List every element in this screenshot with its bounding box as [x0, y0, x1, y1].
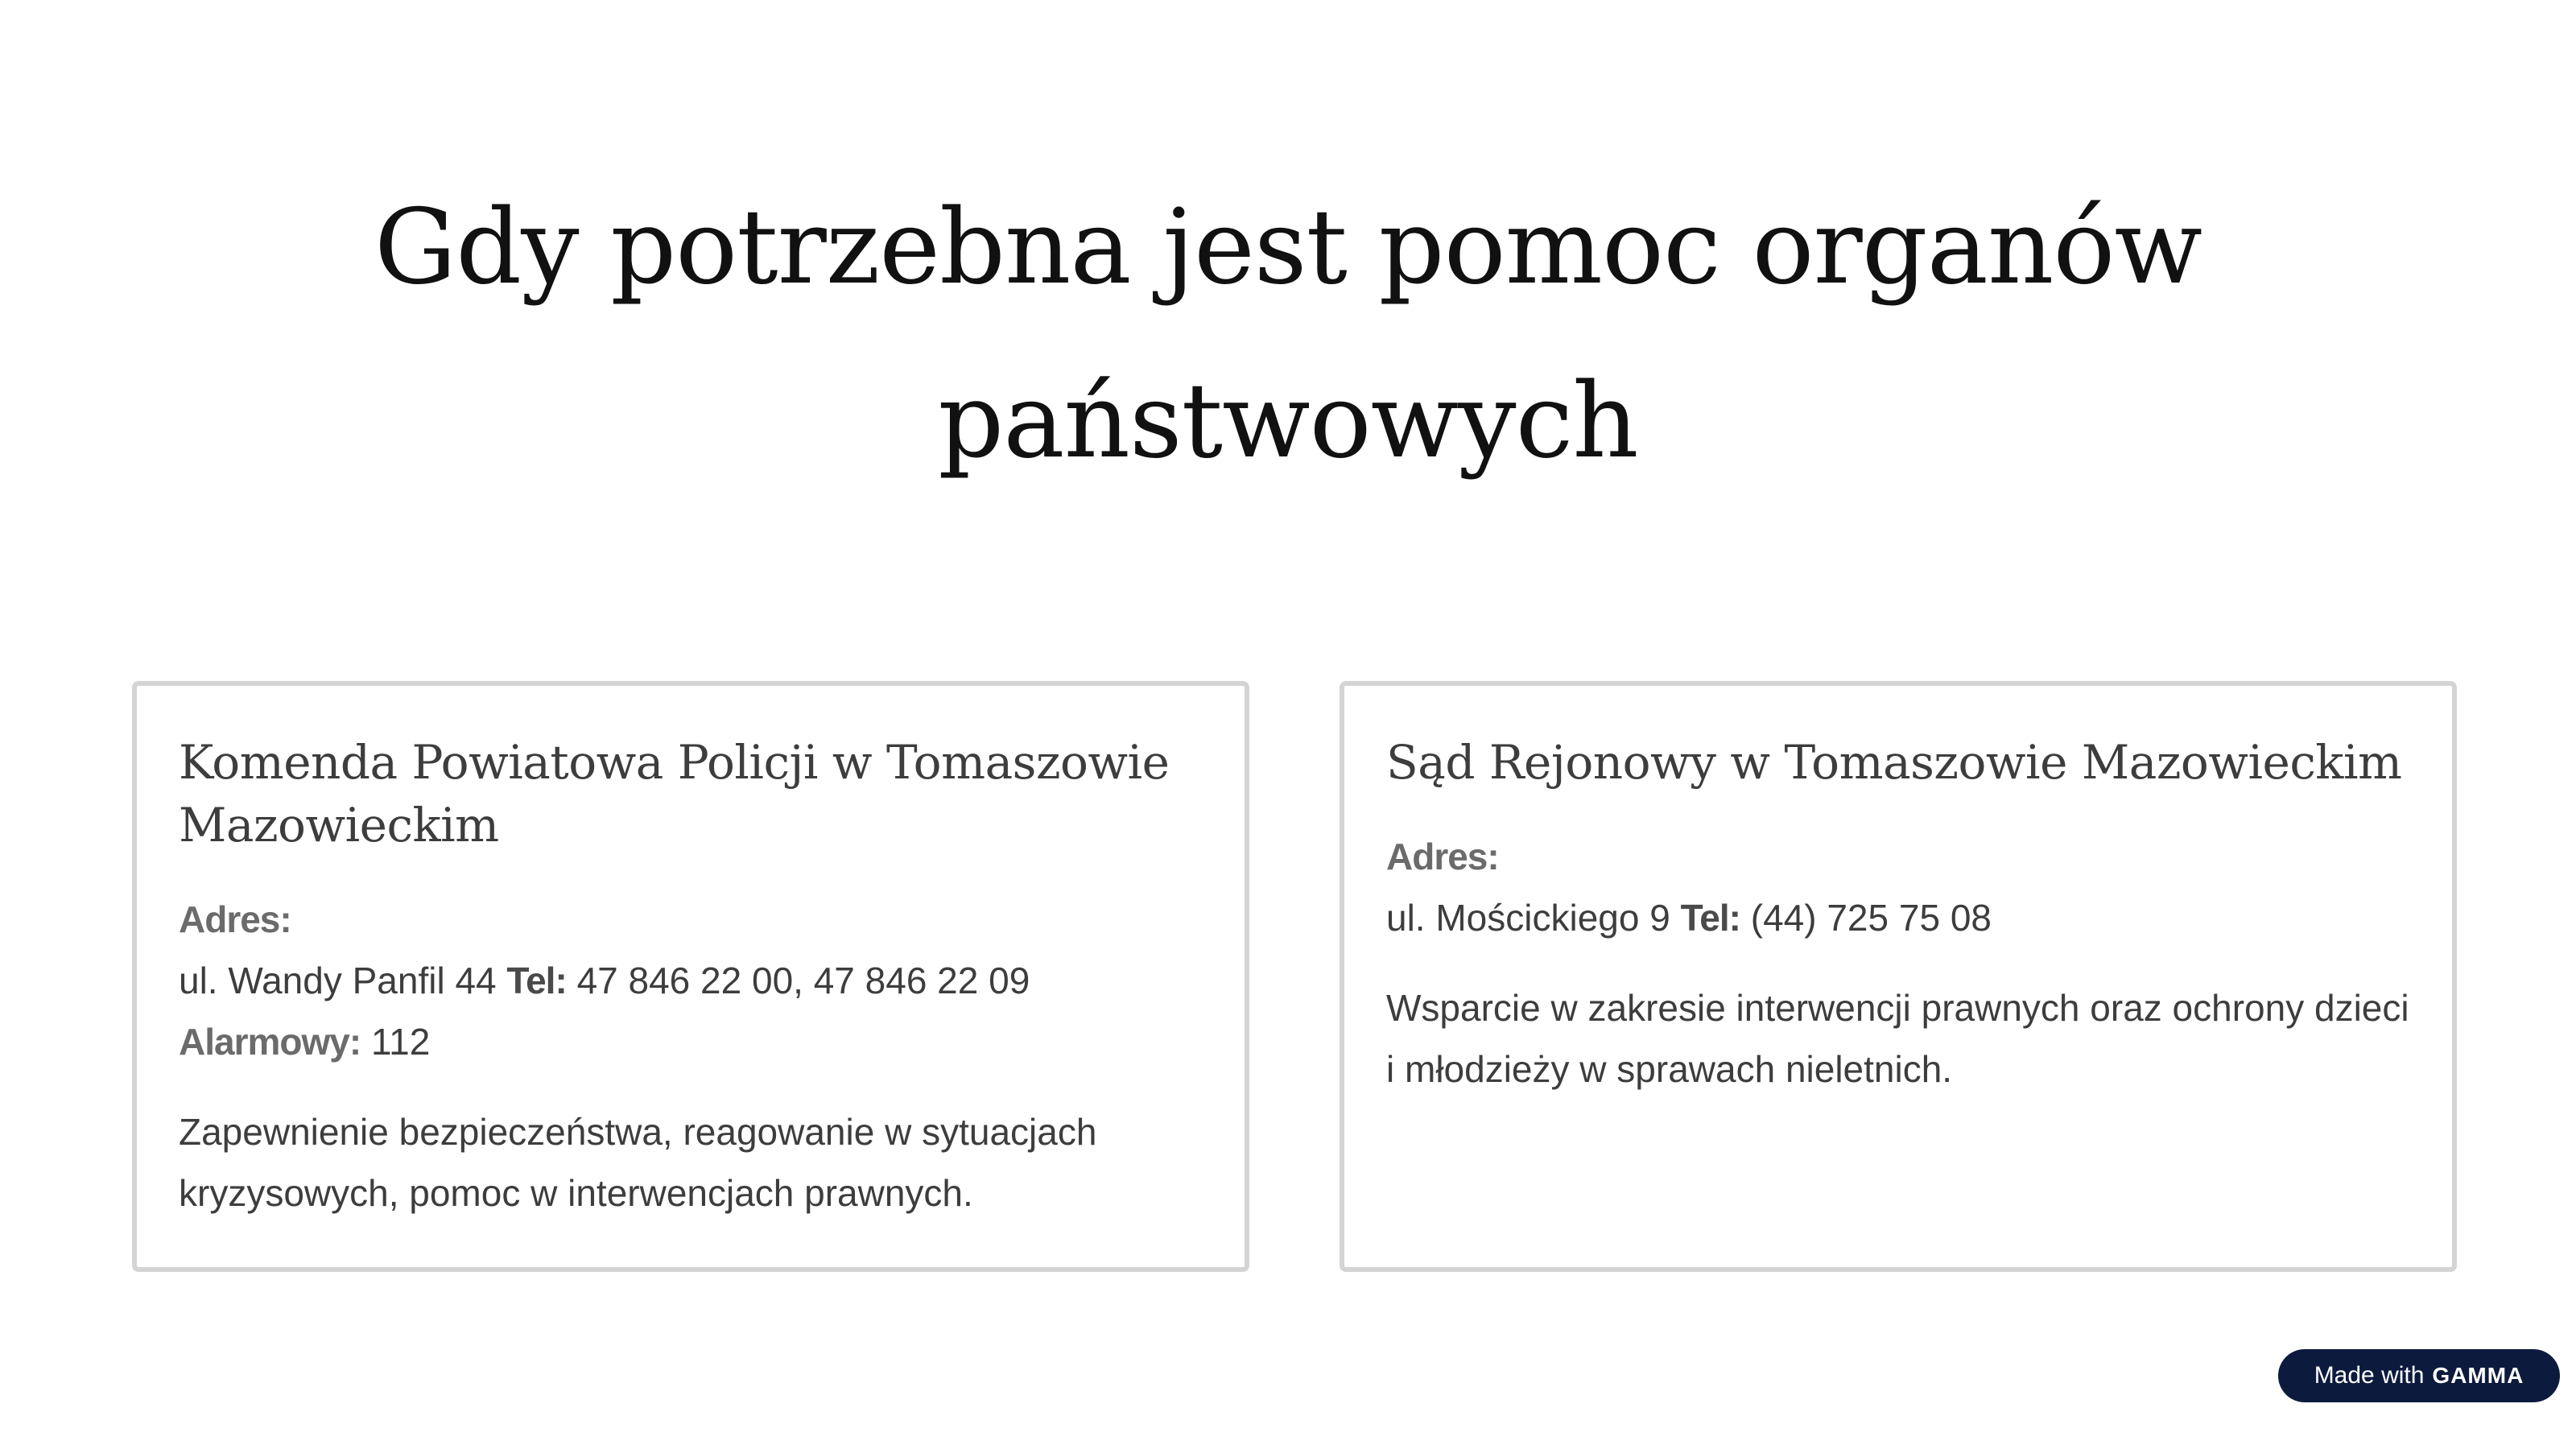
court-card — [1340, 681, 2457, 1272]
card-description: Zapewnienie bezpieczeństwa, reagowanie w sytuacjach kryzysowych, pomoc w interwencjach prawnych. — [179, 1111, 1097, 1214]
badge-prefix: Made with — [2314, 1362, 2425, 1389]
tel-label: Tel: — [1680, 897, 1740, 939]
tel-label: Tel: — [506, 960, 567, 1001]
alarm-label: Alarmowy: — [179, 1021, 361, 1063]
card-title: Sąd Rejonowy w Tomaszowie Mazowieckim — [1386, 735, 2402, 790]
alarm-value: 112 — [370, 1021, 431, 1063]
address-value: ul. Mościckiego 9 — [1386, 897, 1670, 939]
contact-info — [1386, 826, 2410, 948]
gamma-logo: GAMMA — [2432, 1363, 2524, 1388]
slide-title: Gdy potrzebna jest pomoc organów państwowych — [374, 188, 2202, 481]
card-description: Wsparcie w zakresie interwencji prawnych oraz ochrony dzieci i młodzieży w sprawach nieletnich. — [1386, 987, 2409, 1090]
tel-value: 47 846 22 00, 47 846 22 09 — [576, 960, 1030, 1001]
contact-info — [179, 889, 1203, 1072]
card-title: Komenda Powiatowa Policji w Tomaszowie Mazowieckim — [179, 735, 1170, 852]
tel-value: (44) 725 75 08 — [1750, 897, 1992, 939]
address-value: ul. Wandy Panfil 44 — [179, 960, 497, 1001]
police-card — [132, 681, 1249, 1272]
made-with-gamma-badge[interactable] — [2278, 1349, 2560, 1402]
address-label: Adres: — [179, 898, 291, 940]
address-label: Adres: — [1386, 836, 1499, 877]
